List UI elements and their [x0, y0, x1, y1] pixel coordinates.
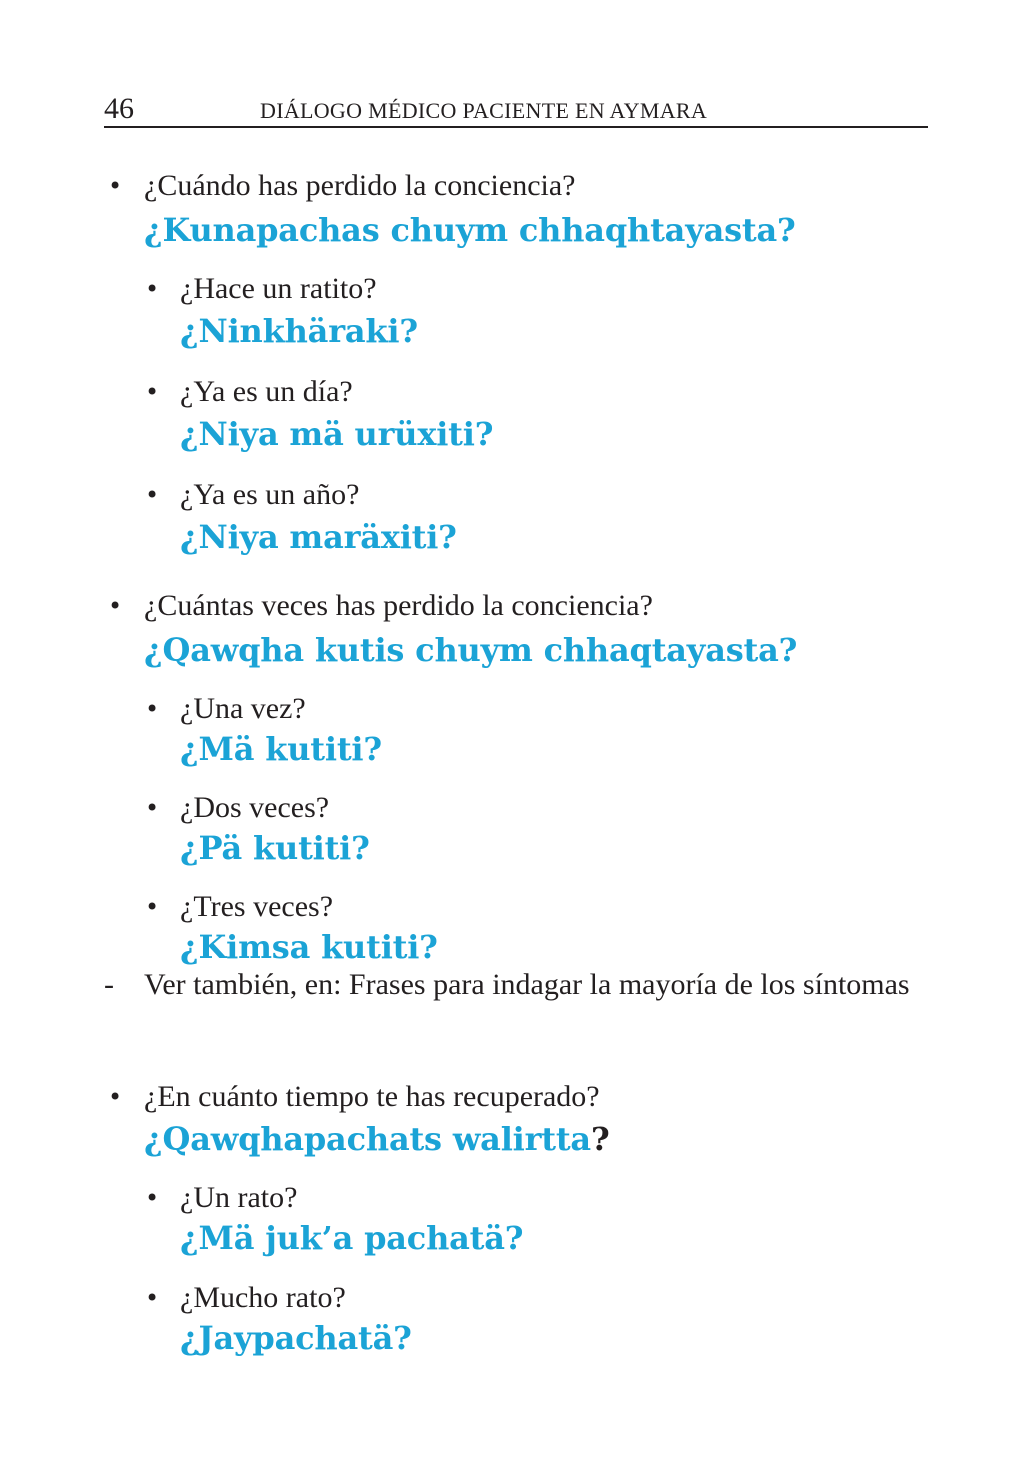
- bullet-icon: •: [108, 172, 123, 200]
- page-header: [104, 92, 928, 128]
- bullet-icon: •: [145, 1184, 160, 1212]
- bullet-icon: •: [145, 695, 160, 723]
- aymara-translation: ¿Ninkhäraki?: [180, 312, 418, 350]
- bullet-icon: •: [145, 1284, 160, 1312]
- bullet-icon: •: [108, 592, 123, 620]
- spanish-question: ¿Cuándo has perdido la conciencia?: [144, 169, 576, 202]
- note-text: Ver también, en: Frases para indagar la mayoría de los síntomas: [144, 968, 910, 1001]
- spanish-question: ¿Hace un ratito?: [180, 272, 377, 305]
- bullet-icon: •: [145, 481, 160, 509]
- bullet-icon: •: [145, 893, 160, 921]
- aymara-translation: ¿Niya maräxiti?: [180, 518, 457, 556]
- spanish-question: ¿Mucho rato?: [180, 1281, 346, 1314]
- aymara-translation: ¿Pä kutiti?: [180, 829, 370, 867]
- spanish-question: ¿Ya es un año?: [180, 478, 360, 511]
- aymara-translation: ¿Mä juk’a pachatä?: [180, 1219, 524, 1257]
- spanish-question: ¿Una vez?: [180, 692, 306, 725]
- bullet-icon: •: [145, 275, 160, 303]
- bullet-icon: •: [145, 378, 160, 406]
- spanish-question: ¿Un rato?: [180, 1181, 298, 1214]
- aymara-text: ¿Qawqhapachats walirtta: [144, 1120, 591, 1158]
- spanish-question: ¿Cuántas veces has perdido la conciencia?: [144, 589, 653, 622]
- spanish-question: ¿Ya es un día?: [180, 375, 353, 408]
- bullet-icon: •: [108, 1083, 123, 1111]
- spanish-question: ¿Dos veces?: [180, 791, 330, 824]
- aymara-translation: ¿Niya mä urüxiti?: [180, 415, 494, 453]
- aymara-translation: ¿Jaypachatä?: [180, 1319, 412, 1357]
- spanish-question: ¿Tres veces?: [180, 890, 334, 923]
- question-mark: ?: [590, 1120, 610, 1158]
- running-title: DIÁLOGO MÉDICO PACIENTE EN AYMARA: [260, 98, 708, 123]
- aymara-translation: ¿Kunapachas chuym chhaqhtayasta?: [144, 211, 796, 249]
- aymara-translation: ¿Qawqha kutis chuym chhaqtayasta?: [144, 631, 798, 669]
- bullet-icon: •: [145, 794, 160, 822]
- spanish-question: ¿En cuánto tiempo te has recuperado?: [144, 1080, 600, 1113]
- aymara-translation: ¿Kimsa kutiti?: [180, 928, 438, 966]
- note-dash: -: [104, 968, 114, 1001]
- aymara-translation: ¿Mä kutiti?: [180, 730, 382, 768]
- aymara-translation: [144, 1117, 610, 1161]
- page-number: 46: [104, 92, 134, 125]
